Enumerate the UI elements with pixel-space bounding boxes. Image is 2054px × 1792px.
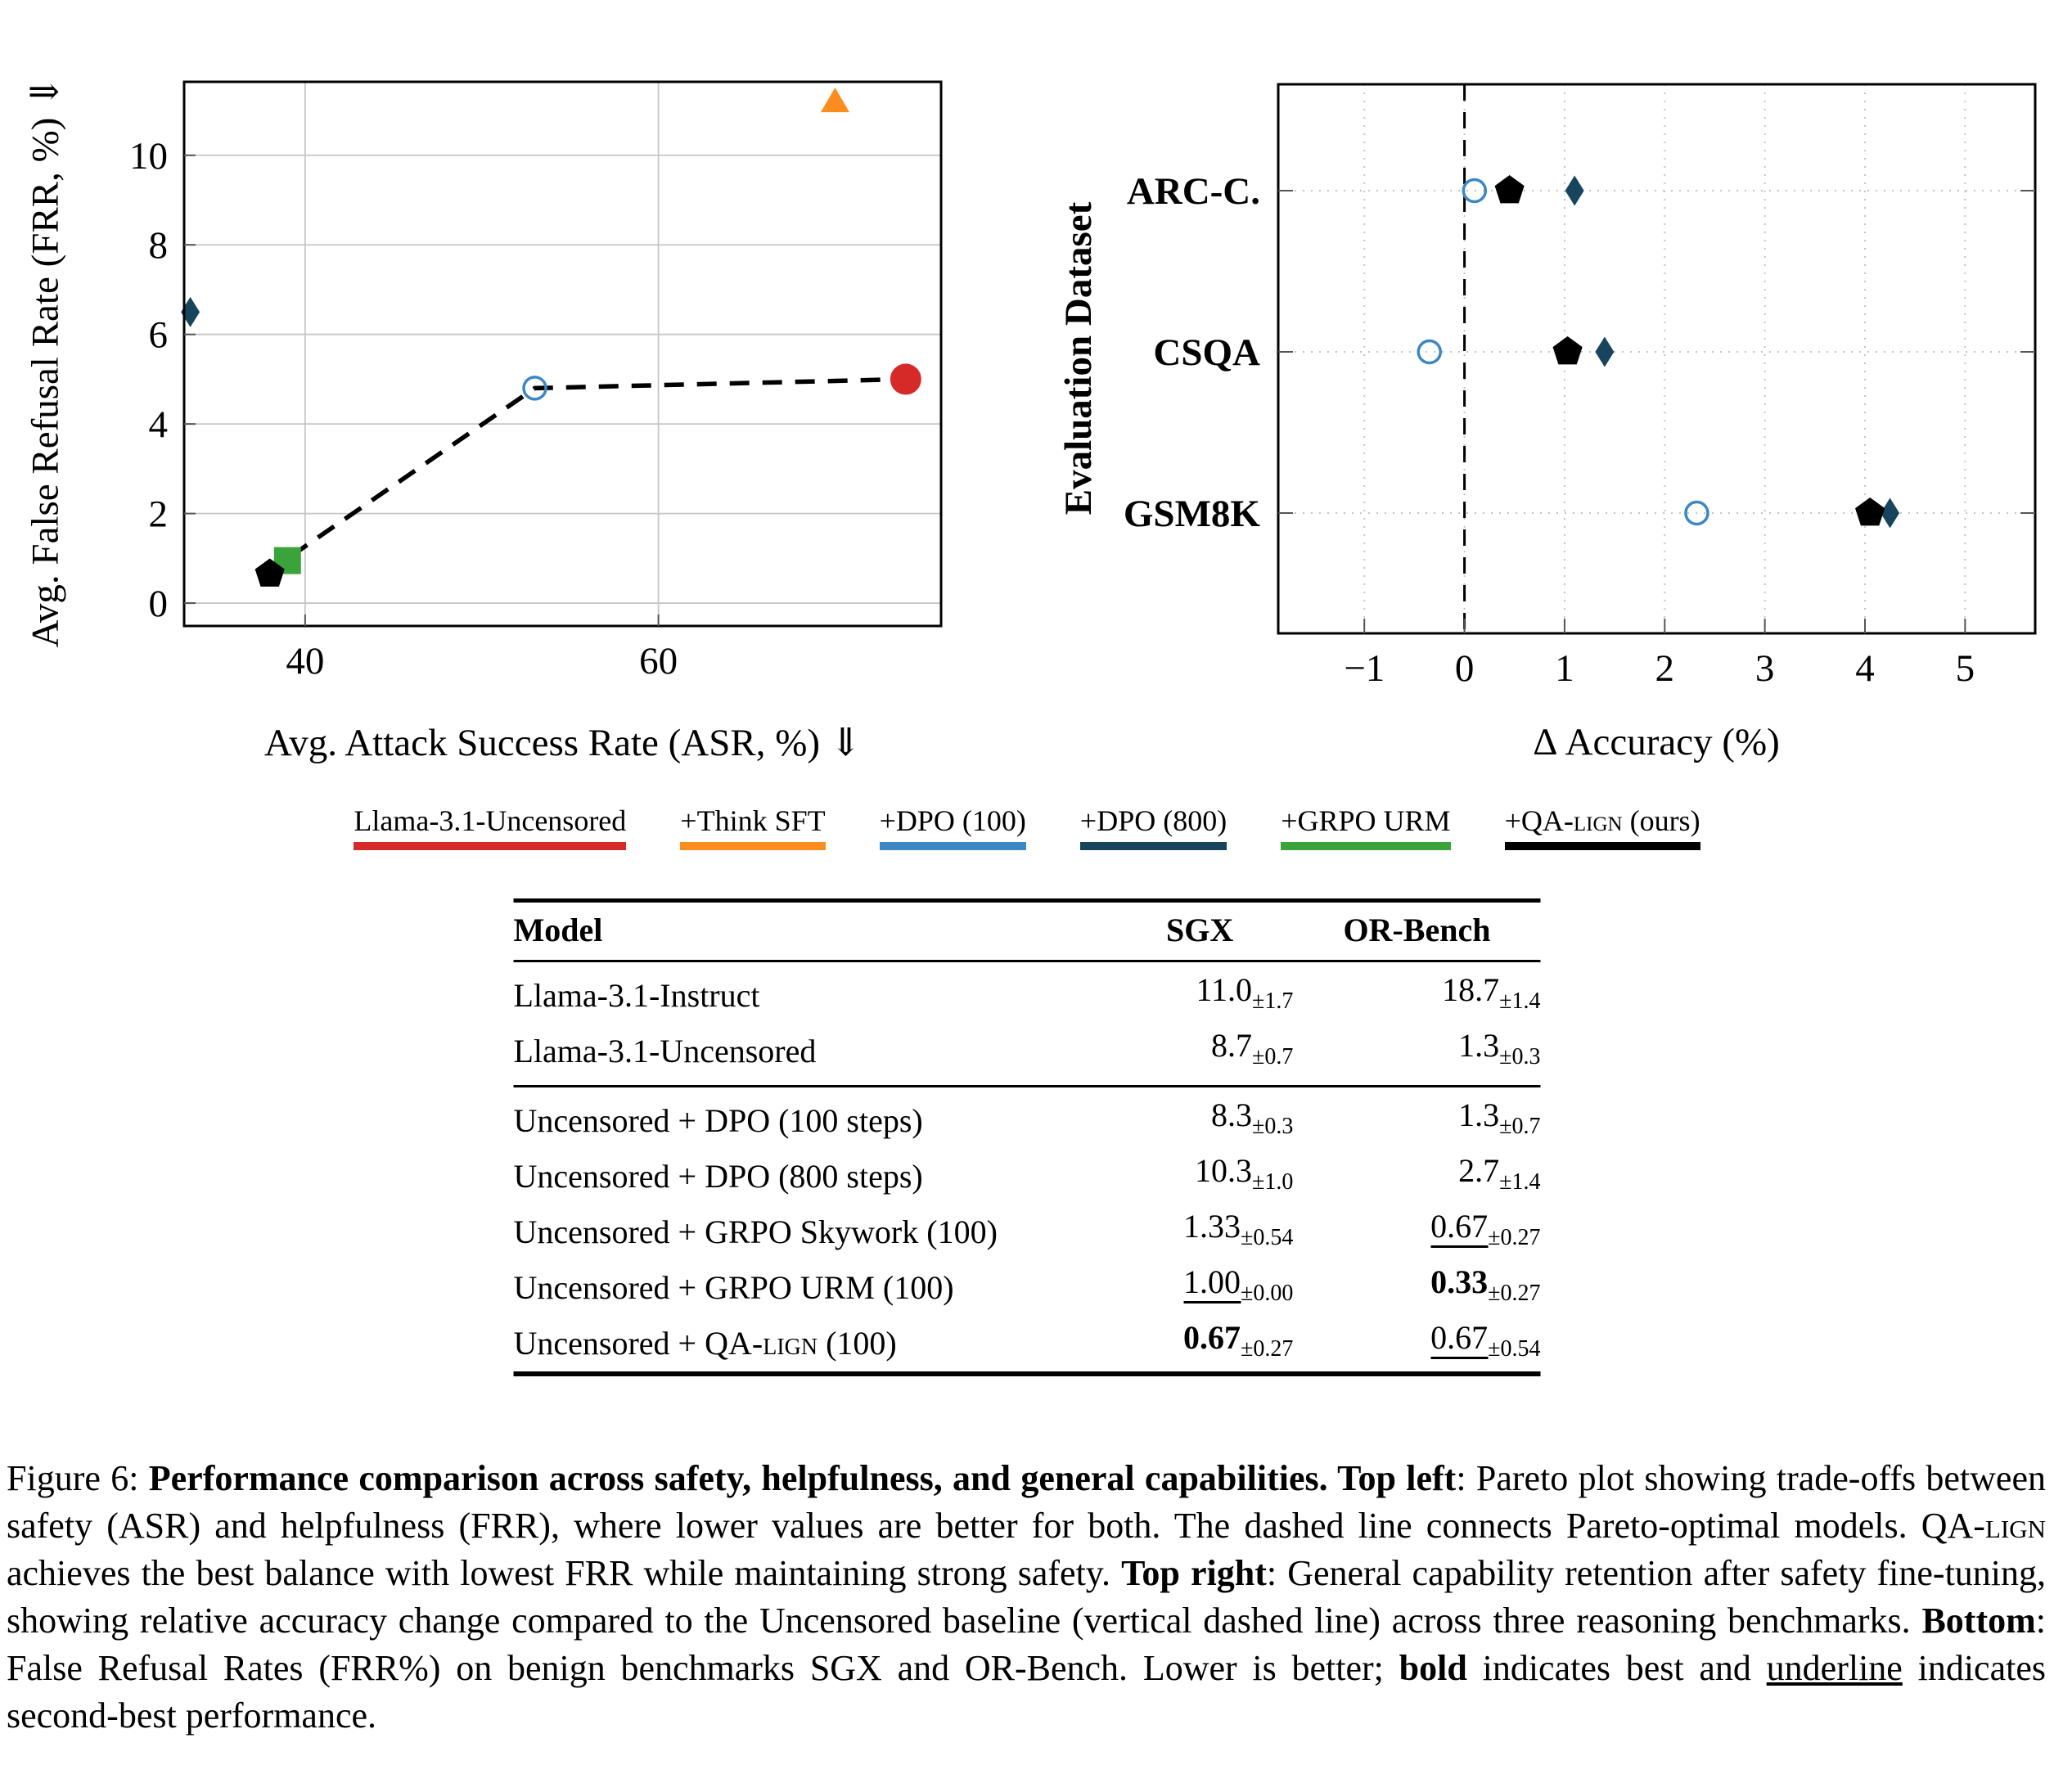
- legend: [0, 805, 2054, 850]
- model-name: Uncensored + DPO (800 steps): [513, 1158, 923, 1195]
- value-cell-orb: $1.3_{\pm 0.3}$: [1293, 1024, 1540, 1087]
- xtick-label: 3: [1754, 647, 1775, 690]
- column-header-or-bench: OR-Bench: [1293, 901, 1540, 961]
- legend-item-grpo-urm: [1281, 805, 1450, 850]
- model-name: Uncensored + GRPO Skywork (100): [513, 1213, 998, 1250]
- legend-item-dpo-800: [1080, 805, 1227, 850]
- table-row-uncensored-qa-lign-100: [514, 1316, 1541, 1374]
- column-header-model: Model: [514, 901, 1106, 961]
- legend-label: +QA-lign (ours): [1504, 804, 1700, 837]
- marker-dpo-800-gsm8k: [1881, 498, 1899, 529]
- caption-segment: : Pareto plot showing trade-offs between safety (ASR) and helpfulness (FRR), where lower values are better for both. The dashed line connects Pareto-optimal models. QA-: [7, 1458, 2046, 1546]
- legend-label: +Think SFT: [680, 804, 826, 837]
- xtick-label: 2: [1655, 647, 1675, 690]
- value-cell-sgx: $8.7_{\pm 0.7}$: [1106, 1024, 1294, 1087]
- category-label-arc-c: ARC-C.: [1126, 170, 1260, 213]
- marker-dpo-100-csqa: [1418, 341, 1440, 363]
- legend-color-swatch: [880, 842, 1026, 850]
- pareto-xlabel: Avg. Attack Success Rate (ASR, %) ⇓: [264, 722, 863, 764]
- figure-caption: [7, 1455, 2046, 1740]
- model-name: Uncensored + DPO (100 steps): [513, 1102, 923, 1139]
- table-row-uncensored-dpo-100-steps: [514, 1087, 1541, 1150]
- marker-dpo-800-arc-c: [1565, 176, 1584, 206]
- value-cell-orb: $0.67_{\pm 0.27}$: [1430, 1208, 1541, 1250]
- value-cell-sgx: $1.33_{\pm 0.54}$: [1183, 1208, 1294, 1250]
- caption-segment: indicates second-best performance.: [7, 1648, 2046, 1736]
- legend-color-swatch: [1505, 842, 1700, 850]
- marker-llama-3-1-uncensored: [890, 363, 921, 394]
- plot-frame: [1278, 84, 2035, 633]
- caption-segment: indicates best and: [1466, 1648, 1767, 1688]
- caption-segment: Bottom: [1921, 1601, 2036, 1641]
- table-header-row: [514, 901, 1541, 961]
- caption-segment: Top right: [1121, 1553, 1267, 1593]
- ytick-label: 8: [148, 224, 168, 268]
- xtick-label: 4: [1855, 647, 1875, 690]
- pareto-plot: [0, 0, 1023, 802]
- legend-item-qa-lign-ours: [1505, 805, 1700, 850]
- caption-segment: achieves the best balance with lowest FRR while maintaining strong safety.: [7, 1553, 1122, 1593]
- table-row-uncensored-dpo-800-steps: [514, 1149, 1541, 1204]
- ytick-label: 0: [148, 583, 168, 626]
- model-name: Llama-3.1-Instruct: [513, 977, 760, 1014]
- legend-color-swatch: [1281, 842, 1450, 850]
- legend-color-swatch: [1080, 842, 1227, 850]
- ytick-label: 10: [129, 134, 168, 178]
- value-cell-sgx: $0.67_{\pm 0.27}$: [1183, 1319, 1294, 1362]
- caption-segment: bold: [1399, 1648, 1467, 1688]
- pareto-ylabel: Avg. False Refusal Rate (FRR, %) ⇓: [24, 75, 67, 648]
- model-name: Uncensored + GRPO URM (100): [513, 1269, 954, 1306]
- table-row-llama-3-1-uncensored: [514, 1024, 1541, 1087]
- marker-qa-lign-ours-gsm8k: [1855, 498, 1885, 525]
- value-cell-orb: $0.67_{\pm 0.54}$: [1430, 1319, 1541, 1362]
- legend-color-swatch: [354, 842, 626, 850]
- plot-frame: [184, 82, 941, 626]
- caption-segment: Performance comparison across safety, helpfulness, and general capabilities. Top left: [148, 1458, 1457, 1498]
- model-name: Llama-3.1-Uncensored: [514, 1024, 1106, 1087]
- model-name: Uncensored + QA-lign (100): [513, 1325, 897, 1362]
- legend-item-think-sft: [680, 805, 825, 850]
- caption-segment: : General capability retention after safety fine-tuning, showing relative accuracy change compared to the Uncensored baseline (vertical dashed line) across three reasoning benchmarks.: [7, 1553, 2047, 1641]
- table-row-uncensored-grpo-skywork-100: [514, 1204, 1541, 1260]
- frr-table-wrap: [514, 898, 1541, 1376]
- capability-retention-plot: [1047, 0, 2054, 802]
- marker-dpo-800-csqa: [1595, 337, 1614, 367]
- xtick-label: 60: [639, 640, 678, 682]
- caption-segment: underline: [1766, 1648, 1903, 1688]
- value-cell-orb: $1.3_{\pm 0.7}$: [1458, 1096, 1541, 1139]
- value-cell-sgx: $10.3_{\pm 1.0}$: [1195, 1152, 1294, 1195]
- marker-qa-lign-ours-arc-c: [1495, 175, 1525, 203]
- category-label-csqa: CSQA: [1153, 331, 1260, 374]
- table-row-llama-3-1-instruct: [514, 961, 1541, 1024]
- caption-segment: lign: [1984, 1506, 2046, 1546]
- xtick-label: 1: [1555, 647, 1574, 690]
- ytick-label: 6: [148, 313, 168, 357]
- value-cell-sgx: $8.3_{\pm 0.3}$: [1211, 1096, 1294, 1139]
- xtick-label: 40: [286, 640, 325, 682]
- legend-label: +DPO (100): [879, 804, 1026, 837]
- legend-label: +DPO (800): [1079, 804, 1227, 837]
- table-row-uncensored-grpo-urm-100: [514, 1260, 1541, 1316]
- legend-item-dpo-100: [880, 805, 1026, 850]
- ytick-label: 2: [148, 493, 168, 536]
- ytick-label: 4: [148, 403, 168, 447]
- column-header-sgx: SGX: [1106, 901, 1294, 961]
- value-cell-sgx: $11.0_{\pm 1.7}$: [1196, 971, 1294, 1014]
- caption-segment: Figure 6:: [7, 1458, 149, 1498]
- value-cell-orb: $0.33_{\pm 0.27}$: [1430, 1263, 1541, 1306]
- value-cell-sgx: $1.00_{\pm 0.00}$: [1183, 1263, 1294, 1306]
- marker-qa-lign-ours-csqa: [1553, 336, 1583, 364]
- value-cell-orb: $2.7_{\pm 1.4}$: [1458, 1152, 1541, 1195]
- frr-table: [514, 898, 1541, 1376]
- legend-item-llama-3-1-uncensored: [354, 805, 626, 850]
- xtick-label: 5: [1955, 647, 1975, 690]
- value-cell-orb: $18.7_{\pm 1.4}$: [1442, 971, 1541, 1014]
- pareto-frontier-line: [291, 379, 906, 556]
- capability-xlabel: Δ Accuracy (%): [1533, 721, 1780, 763]
- marker-think-sft: [821, 88, 849, 112]
- xtick-label: 0: [1454, 647, 1475, 690]
- legend-label: +GRPO URM: [1281, 804, 1451, 837]
- caption-segment: : False Refusal Rates (FRR%) on benign benchmarks SGX and OR-Bench. Lower is better;: [7, 1601, 2046, 1688]
- category-label-gsm8k: GSM8K: [1123, 493, 1260, 535]
- legend-label: Llama-3.1-Uncensored: [354, 804, 627, 837]
- legend-color-swatch: [680, 842, 825, 850]
- capability-ylabel: Evaluation Dataset: [1057, 201, 1100, 516]
- xtick-label: −1: [1344, 647, 1385, 690]
